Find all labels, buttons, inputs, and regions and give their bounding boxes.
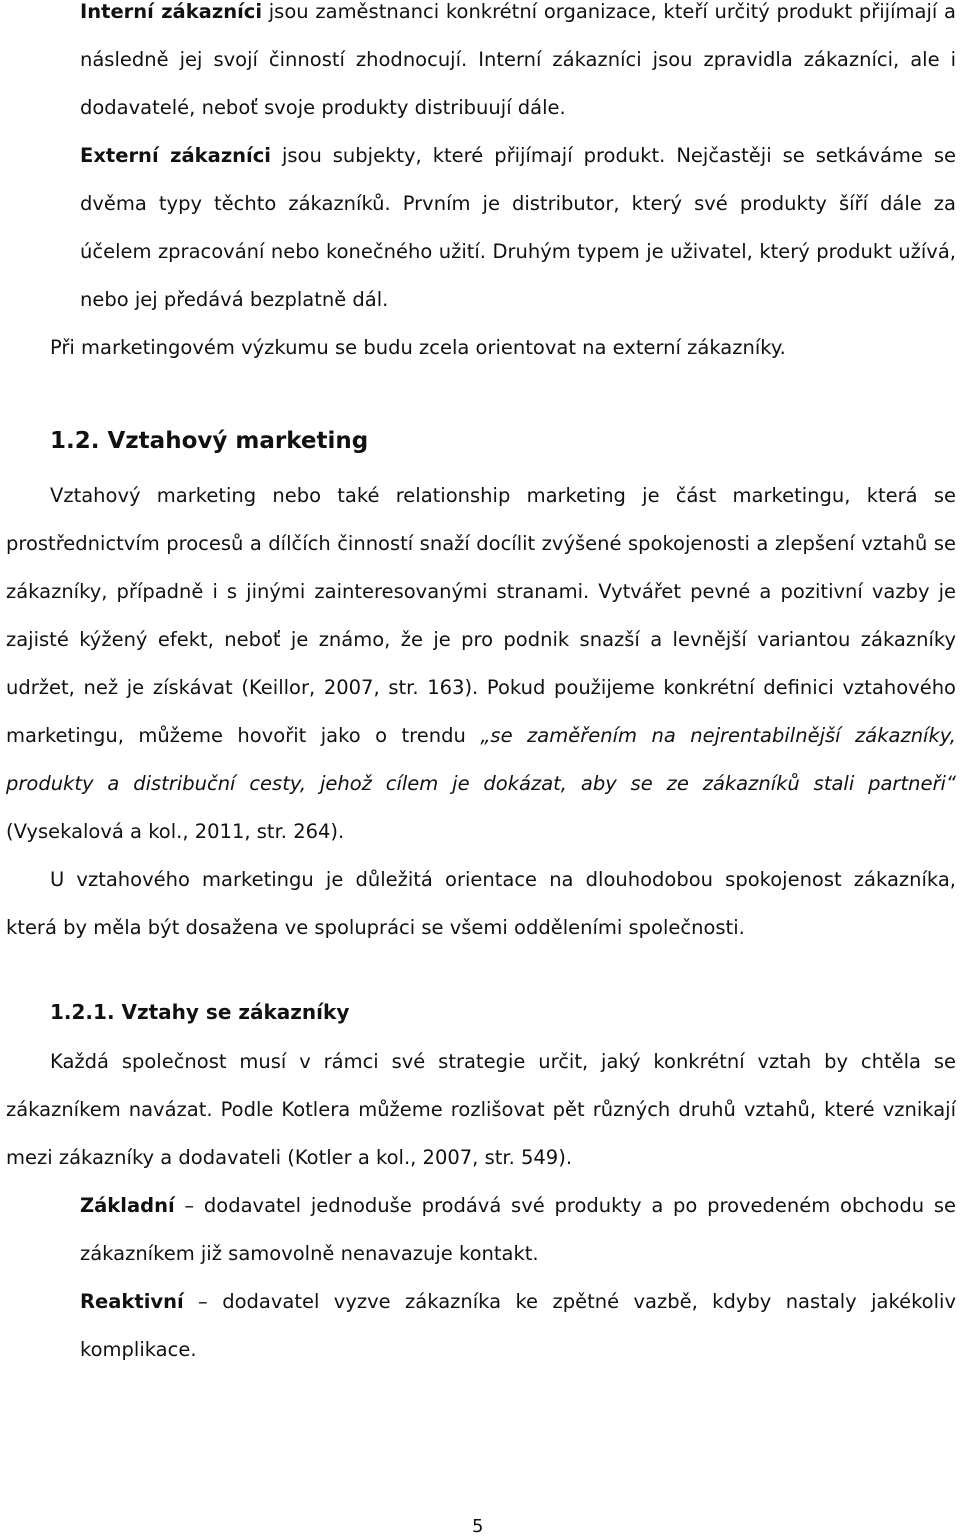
relation-type-term: Základní	[80, 1194, 175, 1217]
definition-citation: (Vysekalová a kol., 2011, str. 264).	[6, 820, 345, 843]
relation-type-basic	[80, 1182, 956, 1278]
relationship-marketing-paragraph	[6, 472, 956, 856]
subsection-heading-customer-relations: 1.2.1. Vztahy se zákazníky	[50, 1000, 350, 1024]
page-number: 5	[472, 1516, 484, 1537]
relation-type-description: – dodavatel jednoduše prodává své produkty a po provedeném obchodu se zákazníkem již samovolně nenavazuje kontakt.	[80, 1194, 956, 1265]
long-term-satisfaction-paragraph: U vztahového marketingu je důležitá orientace na dlouhodobou spokojenost zákazníka, která by měla být dosažena ve spolupráci se všemi odděleními společnosti.	[6, 868, 956, 939]
section-heading-relationship-marketing: 1.2. Vztahový marketing	[50, 428, 369, 454]
relation-type-reactive	[80, 1278, 956, 1374]
internal-customers-paragraph	[80, 0, 956, 132]
internal-customers-text: jsou zaměstnanci konkrétní organizace, kteří určitý produkt přijímají a následně jej svojí činností zhodnocují. Interní zákazníci jsou zpravidla zákazníci, ale i dodavatelé, neboť svoje produkty distribuují dále.	[80, 0, 956, 119]
external-customers-text: jsou subjekty, které přijímají produkt. Nejčastěji se setkáváme se dvěma typy těchto zákazníků. Prvním je distributor, který své produkty šíří dále za účelem zpracování nebo konečného užití. Druhým typem je uživatel, který produkt užívá, nebo jej předává bezplatně dál.	[80, 144, 956, 311]
relationship-marketing-text: Vztahový marketing nebo také relationship marketing je část marketingu, která se prostřednictvím procesů a dílčích činností snaží docílit zvýšené spokojenosti a zlepšení vztahů se zákazníky, případně i s jinými zainteresovanými stranami. Vytvářet pevné a pozitivní vazby je zajisté kýžený efekt, neboť je známo, že je pro podnik snazší a levnější variantou zákazníky udržet, než je získávat (Keillor, 2007, str. 163). Pokud použijeme konkrétní definici vztahového marketingu, můžeme hovořit jako o trendu	[6, 484, 956, 747]
external-customers-paragraph	[80, 132, 956, 324]
research-note: Při marketingovém výzkumu se budu zcela orientovat na externí zákazníky.	[50, 336, 786, 359]
relation-type-term: Reaktivní	[80, 1290, 184, 1313]
relation-type-description: – dodavatel vyzve zákazníka ke zpětné vazbě, kdyby nastaly jakékoliv komplikace.	[80, 1290, 956, 1361]
definition-quote: „se zaměřením na nejrentabilnější zákazníky, produkty a distribuční cesty, jehož cílem je dokázat, aby se ze zákazníků stali partneři“	[6, 724, 956, 795]
customer-relations-paragraph: Každá společnost musí v rámci své strategie určit, jaký konkrétní vztah by chtěla se zákazníkem navázat. Podle Kotlera můžeme rozlišovat pět různých druhů vztahů, které vznikají mezi zákazníky a dodavateli (Kotler a kol., 2007, str. 549).	[6, 1050, 956, 1169]
internal-customers-term: Interní zákazníci	[80, 0, 263, 23]
external-customers-term: Externí zákazníci	[80, 144, 271, 167]
